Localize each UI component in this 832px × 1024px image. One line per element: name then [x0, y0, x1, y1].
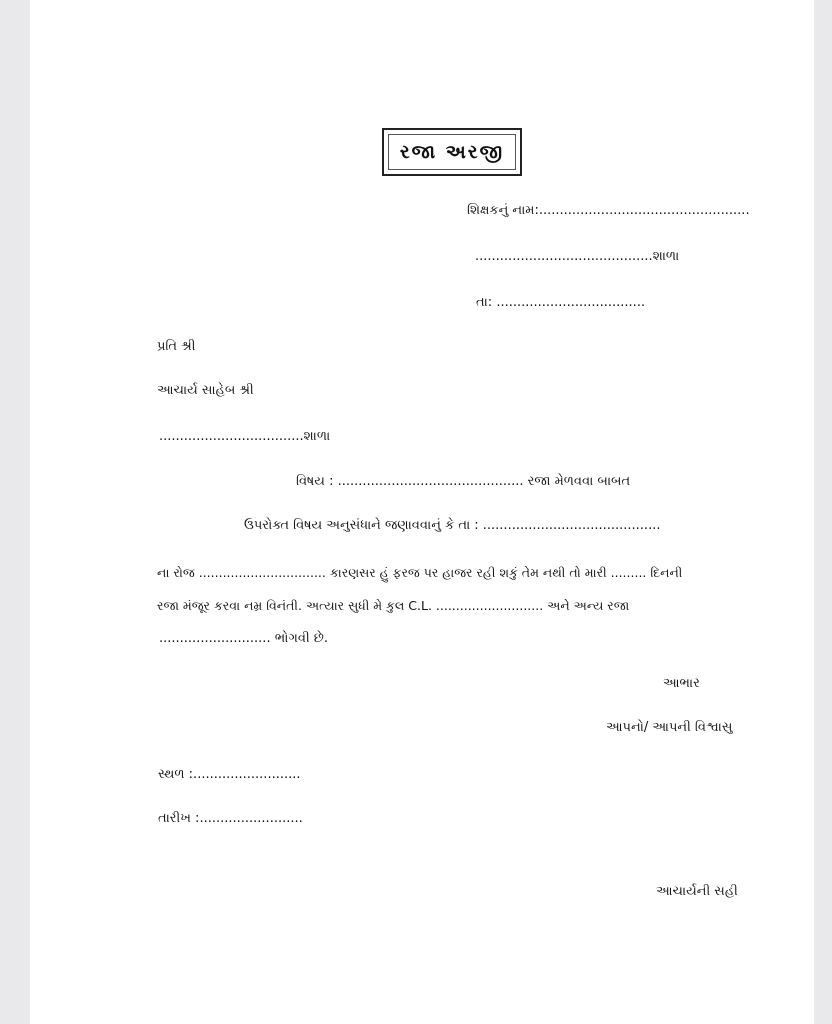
signoff-text: આપનો/ આપની વિશ્વાસુ [606, 720, 733, 735]
thanks-text: આભાર [663, 676, 700, 691]
title-box [382, 128, 522, 176]
footer-date-line: તારીખ :......................... [158, 811, 303, 826]
page-title: રજા અરજી [388, 134, 516, 170]
school-line: ...........................................શાળા [475, 249, 680, 264]
place-line: સ્થળ :.......................... [158, 767, 301, 782]
document-page [30, 0, 814, 1024]
body-line-3: ........................... ભોગવી છે. [159, 631, 328, 646]
body-line-1: ના રોજ ................................ કારણસર હું ફરજ પર હાજર રહી શકું તેમ નથી તો મારી ......... દિનની [157, 565, 683, 580]
principal-signature-label: આચાર્યની સહી [656, 884, 738, 899]
addressee-school-line: ...................................શાળા [159, 429, 331, 444]
addressee-line-2: આચાર્ય સાહેબ શ્રી [157, 383, 254, 398]
body-line-2: રજા મંજૂર કરવા નમ્ર વિનંતી. અત્યાર સુધી મે કુલ C.L. ........................... અને અન્ય રજા [157, 598, 630, 613]
addressee-line-1: પ્રતિ શ્રી [157, 339, 196, 354]
subject-line: વિષય : ............................................. રજા મેળવવા બાબત [296, 474, 631, 489]
date-line: તા: .................................... [476, 295, 646, 310]
teacher-name-line: શિક્ષકનું નામ:................................................... [467, 203, 750, 218]
body-intro: ઉપરોક્ત વિષય અનુસંધાને જણાવવાનું કે તા : ........................................... [244, 518, 661, 533]
